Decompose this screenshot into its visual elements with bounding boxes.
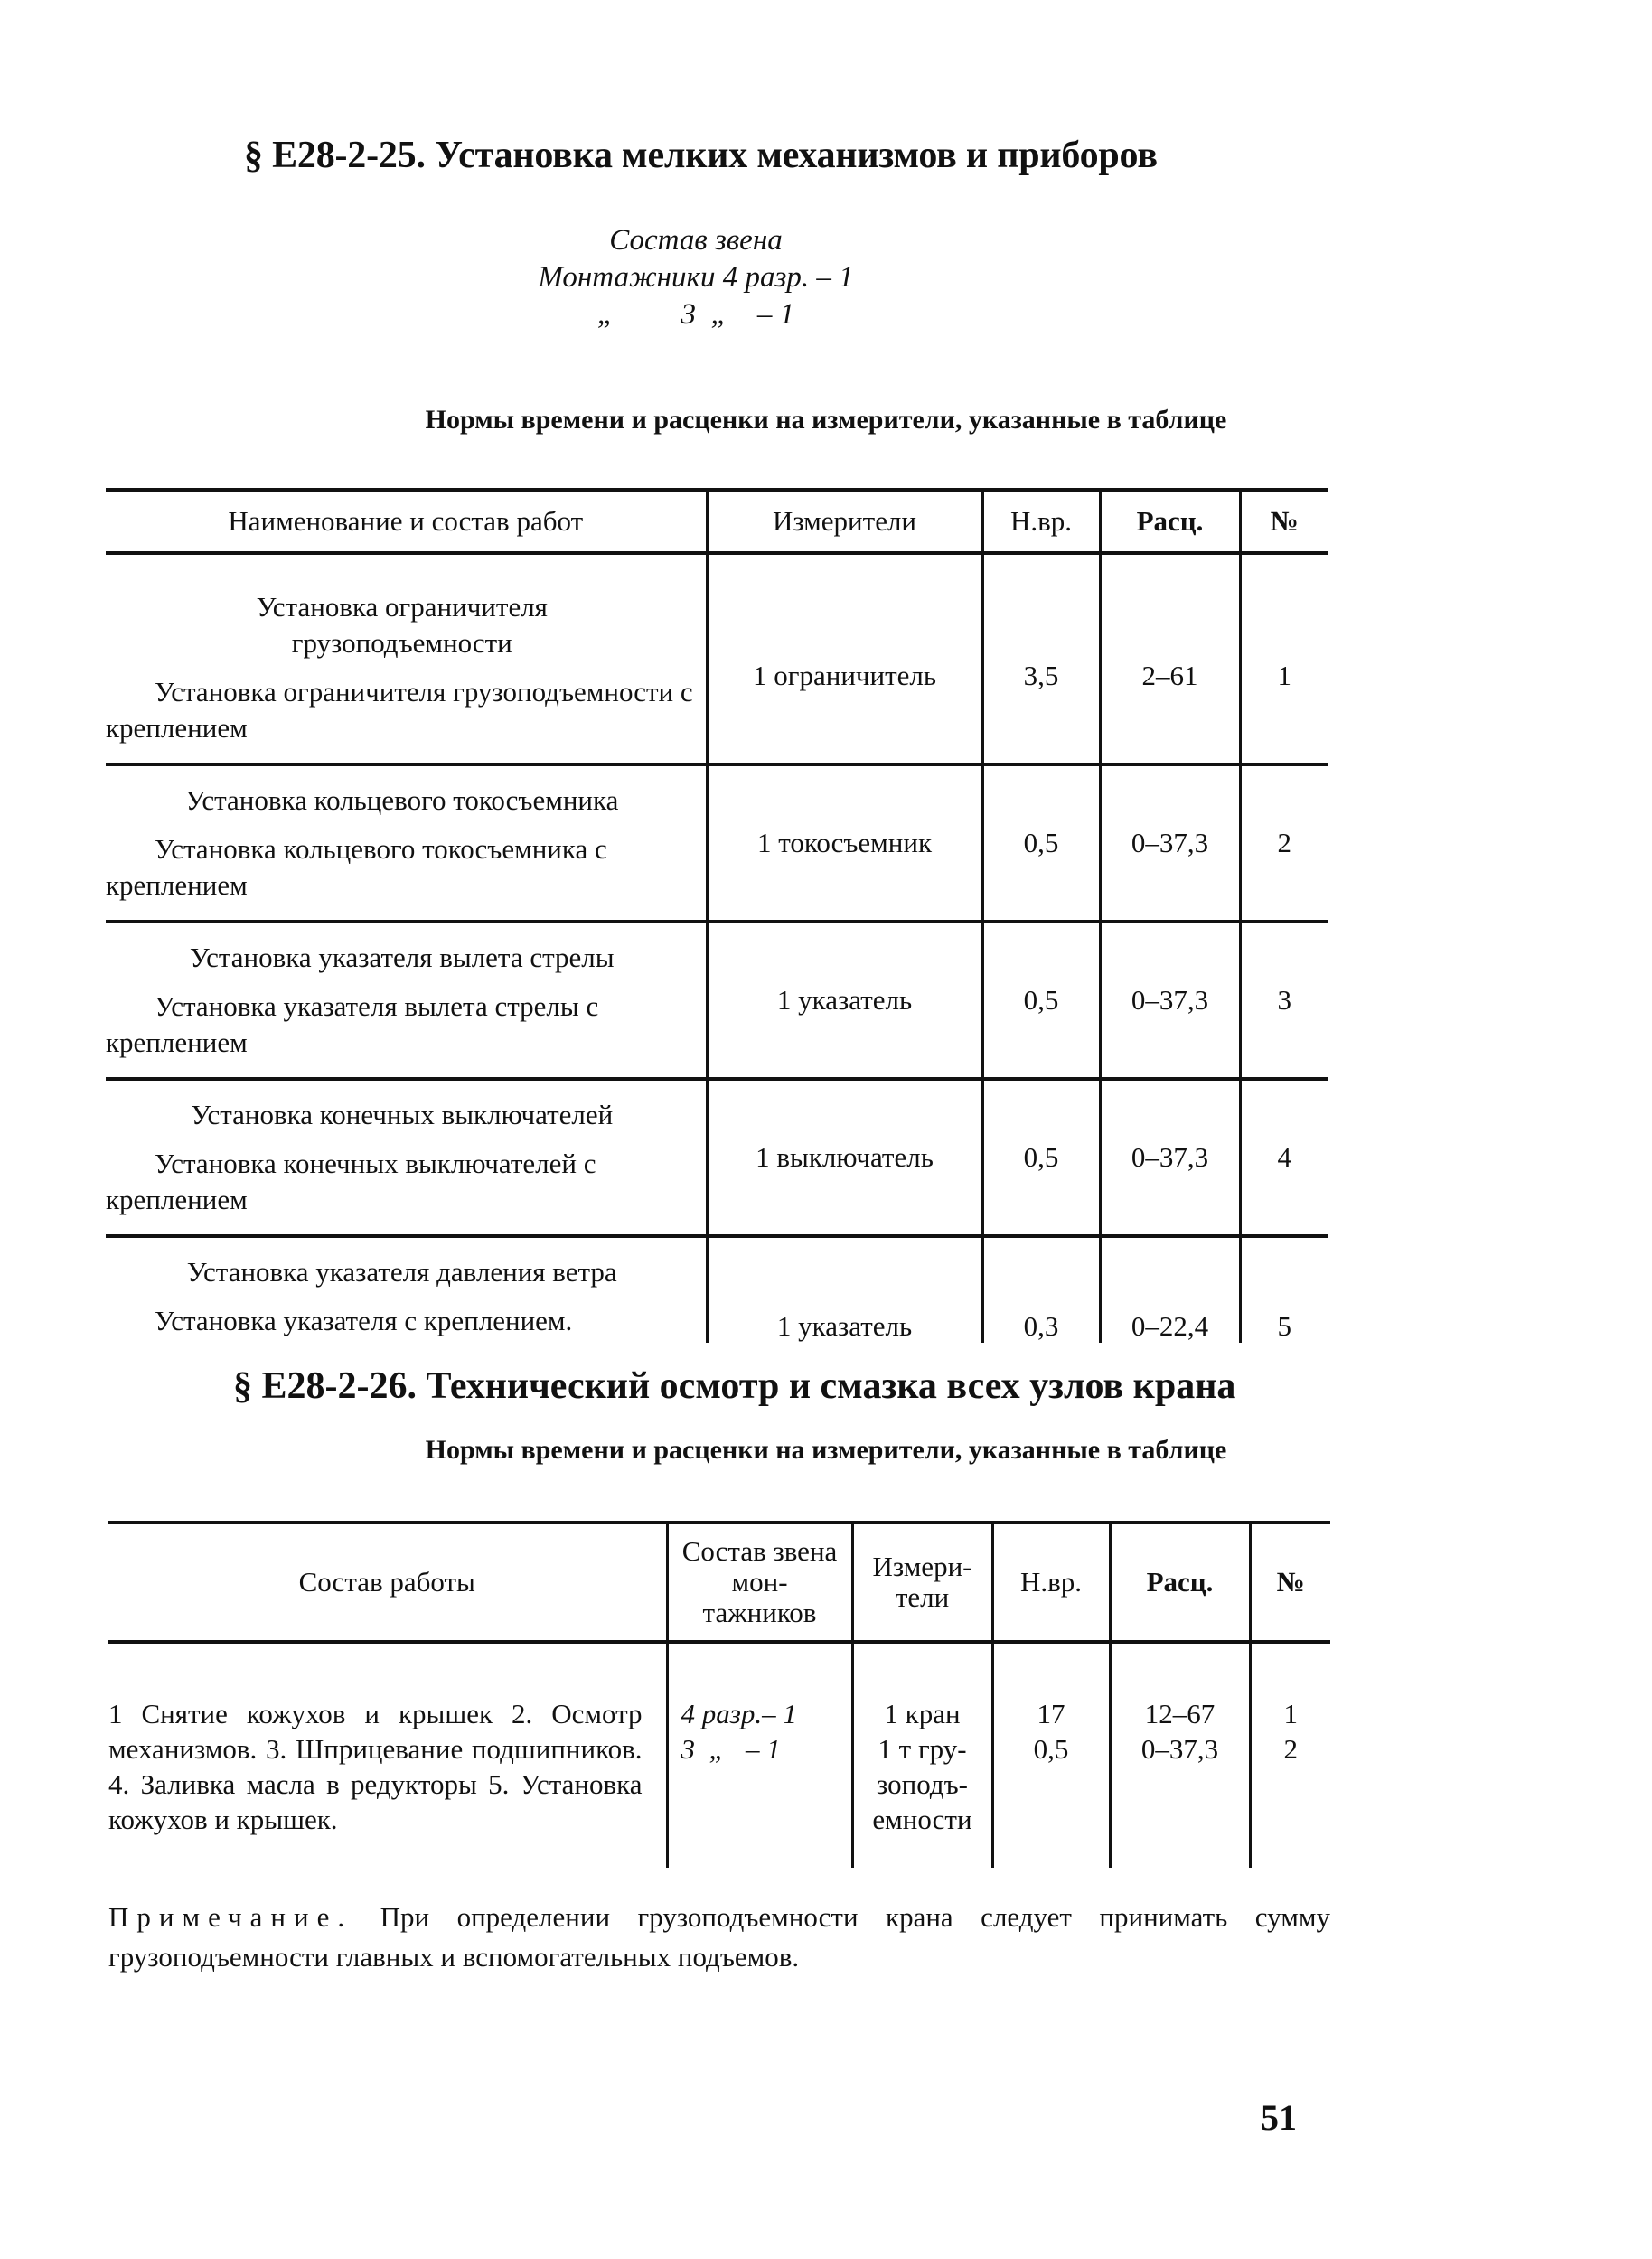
- unit-line: 1 кран: [884, 1698, 961, 1729]
- header-units: Измерители: [707, 490, 982, 553]
- crew-line-1: Монтажники 4 разр. – 1: [538, 261, 854, 294]
- table-row: [106, 764, 1328, 922]
- work-description: [106, 1236, 707, 1343]
- time-norm-cell: 0,5: [982, 1079, 1100, 1236]
- time-norm-cell: 0,5: [982, 764, 1100, 922]
- section-title-e28-2-26: § Е28-2-26. Технический осмотр и смазка всех узлов крана: [233, 1365, 1236, 1407]
- number-value: 1: [1283, 1698, 1298, 1729]
- table-header-row: [108, 1523, 1330, 1642]
- footnote: [108, 1898, 1330, 1977]
- rate-value: 12–67: [1144, 1698, 1216, 1729]
- table-row: [108, 1642, 1330, 1868]
- unit-cell: 1 указатель: [707, 922, 982, 1079]
- unit-line: 1 т гру-: [878, 1733, 967, 1765]
- spacer-row: [106, 553, 1328, 589]
- work-text: Установка конечных выключателей с креплением: [106, 1148, 596, 1215]
- work-text: Установка ограничителя грузоподъемности с креплением: [106, 676, 693, 744]
- number-cell: [1250, 1642, 1330, 1868]
- norms-caption-2: Нормы времени и расценки на измерители, указанные в таблице: [425, 1435, 1227, 1465]
- time-norm-cell: 0,5: [982, 922, 1100, 1079]
- work-heading: Установка кольцевого токосъемника: [185, 784, 619, 816]
- work-text: Установка указателя вылета стрелы с креплением: [106, 990, 599, 1058]
- crew-heading: Состав звена: [609, 224, 783, 257]
- rate-cell: 0–37,3: [1100, 764, 1240, 922]
- units-cell: [852, 1642, 992, 1868]
- work-description: 1 Снятие кожухов и крышек 2. Осмотр механизмов. 3. Шприцевание подшипников. 4. Заливка масла в редукторы 5. Установка кожухов и крышек.: [108, 1698, 643, 1835]
- time-norm-cell: 0,3: [982, 1236, 1100, 1343]
- unit-line: емности: [872, 1804, 972, 1835]
- number-cell: 4: [1240, 1079, 1328, 1236]
- unit-line: зоподъ-: [877, 1768, 968, 1800]
- header-time-norm: Н.вр.: [992, 1523, 1110, 1642]
- time-norm-value: 17: [1037, 1698, 1065, 1729]
- unit-cell: 1 ограничитель: [707, 589, 982, 764]
- crew-line: 4 разр.– 1: [681, 1698, 797, 1729]
- number-value: 2: [1283, 1733, 1298, 1765]
- rate-value: 0–37,3: [1140, 1733, 1219, 1765]
- work-heading: Установка указателя давления ветра: [186, 1256, 617, 1288]
- rate-cell: 0–22,4: [1100, 1236, 1240, 1343]
- work-description: [106, 589, 707, 764]
- work-heading: Установка ограничителя грузоподъемности: [256, 591, 548, 659]
- note-label: Примечание.: [108, 1901, 353, 1933]
- work-description: [106, 922, 707, 1079]
- number-cell: 3: [1240, 922, 1328, 1079]
- rate-cell: [1110, 1642, 1250, 1868]
- header-crew: Состав звена мон-тажников: [667, 1523, 852, 1642]
- work-text: Установка кольцевого токосъемника с креплением: [106, 833, 607, 901]
- table-header-row: [106, 490, 1328, 553]
- time-norm-cell: 3,5: [982, 589, 1100, 764]
- time-norm-value: 0,5: [1033, 1733, 1069, 1765]
- header-time-norm: Н.вр.: [982, 490, 1100, 553]
- table-row: [106, 589, 1328, 764]
- crew-line: 3 „ – 1: [681, 1733, 781, 1765]
- number-cell: 5: [1240, 1236, 1328, 1343]
- crew-cell: [667, 1642, 852, 1868]
- header-rate: Расц.: [1110, 1523, 1250, 1642]
- rate-cell: 2–61: [1100, 589, 1240, 764]
- unit-cell: 1 выключатель: [707, 1079, 982, 1236]
- header-number: №: [1250, 1523, 1330, 1642]
- work-heading: Установка указателя вылета стрелы: [189, 942, 615, 973]
- work-description: [106, 764, 707, 922]
- work-heading: Установка конечных выключателей: [191, 1099, 614, 1130]
- table-row: [106, 922, 1328, 1079]
- number-cell: 1: [1240, 589, 1328, 764]
- page-number: 51: [1261, 2097, 1297, 2138]
- norms-table-2: [108, 1521, 1330, 1868]
- note-text: При определении грузоподъемности крана следует принимать сумму грузоподъемности главных и вспомогательных подъемов.: [108, 1901, 1330, 1973]
- time-norm-cell: [992, 1642, 1110, 1868]
- norms-caption-1: Нормы времени и расценки на измерители, указанные в таблице: [425, 405, 1227, 435]
- section-title-e28-2-25: § Е28-2-25. Установка мелких механизмов и приборов: [244, 135, 1158, 176]
- rate-cell: 0–37,3: [1100, 922, 1240, 1079]
- work-text: Установка указателя с креплением.: [155, 1305, 573, 1336]
- unit-cell: 1 токосъемник: [707, 764, 982, 922]
- header-work-name: Наименование и состав работ: [106, 490, 707, 553]
- crew-composition: [506, 222, 886, 333]
- table-row: [106, 1079, 1328, 1236]
- unit-cell: 1 указатель: [707, 1236, 982, 1343]
- rate-cell: 0–37,3: [1100, 1079, 1240, 1236]
- header-rate: Расц.: [1100, 490, 1240, 553]
- header-work: Состав работы: [108, 1523, 667, 1642]
- number-cell: 2: [1240, 764, 1328, 922]
- crew-line-2: „ 3 „ – 1: [596, 298, 795, 331]
- header-number: №: [1240, 490, 1328, 553]
- header-units: Измери-тели: [852, 1523, 992, 1642]
- work-description: [106, 1079, 707, 1236]
- norms-table-1: [106, 488, 1328, 1343]
- table-row: [106, 1236, 1328, 1343]
